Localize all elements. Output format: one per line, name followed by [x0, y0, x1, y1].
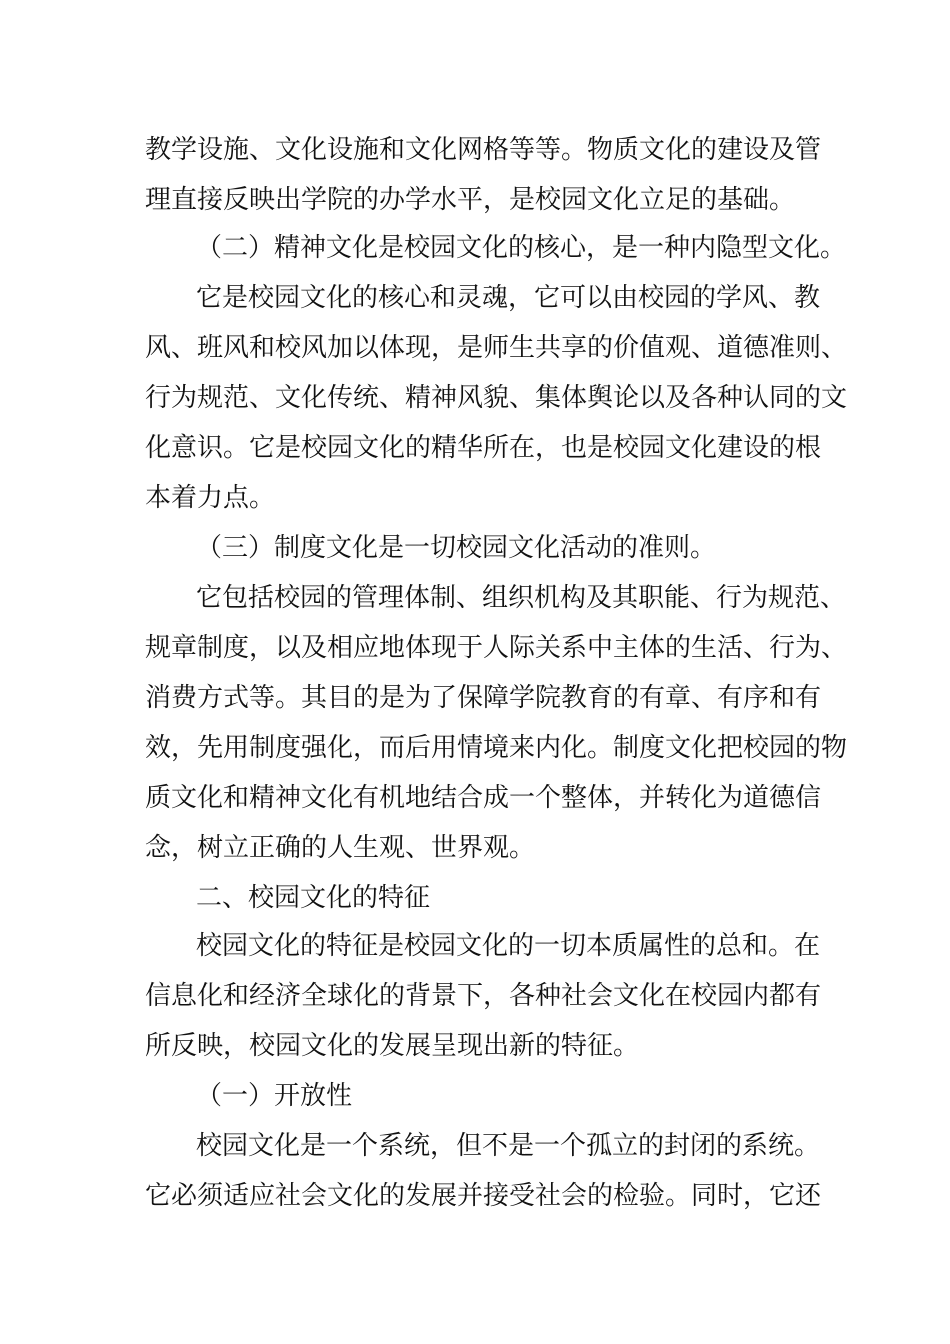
text-line: 信息化和经济全球化的背景下，各种社会文化在校园内都有: [145, 981, 822, 1011]
text-line: 化意识。它是校园文化的精华所在，也是校园文化建设的根: [145, 433, 822, 463]
text-line: 效，先用制度强化，而后用情境来内化。制度文化把校园的物: [145, 733, 848, 763]
text-line: 念，树立正确的人生观、世界观。: [145, 833, 536, 863]
section-heading: （二）精神文化是校园文化的核心，是一种内隐型文化。: [196, 233, 847, 263]
text-line: 它是校园文化的核心和灵魂，它可以由校园的学风、教: [196, 283, 821, 313]
section-heading: 二、校园文化的特征: [196, 883, 431, 913]
section-heading: （一）开放性: [196, 1081, 353, 1111]
text-line: 校园文化的特征是校园文化的一切本质属性的总和。在: [196, 931, 821, 961]
text-line: 质文化和精神文化有机地结合成一个整体，并转化为道德信: [145, 783, 822, 813]
section-heading: （三）制度文化是一切校园文化活动的准则。: [196, 533, 717, 563]
text-line: 它包括校园的管理体制、组织机构及其职能、行为规范、: [196, 583, 847, 613]
text-line: 本着力点。: [145, 483, 276, 513]
text-line: 所反映，校园文化的发展呈现出新的特征。: [145, 1031, 640, 1061]
text-line: 教学设施、文化设施和文化网格等等。物质文化的建设及管: [145, 135, 822, 165]
text-line: 消费方式等。其目的是为了保障学院教育的有章、有序和有: [145, 683, 822, 713]
text-line: 理直接反映出学院的办学水平，是校园文化立足的基础。: [145, 185, 796, 215]
text-line: 规章制度，以及相应地体现于人际关系中主体的生活、行为、: [145, 633, 848, 663]
text-line: 它必须适应社会文化的发展并接受社会的检验。同时，它还: [145, 1181, 822, 1211]
text-line: 风、班风和校风加以体现，是师生共享的价值观、道德准则、: [145, 333, 848, 363]
text-line: 行为规范、文化传统、精神风貌、集体舆论以及各种认同的文: [145, 383, 848, 413]
text-line: 校园文化是一个系统，但不是一个孤立的封闭的系统。: [196, 1131, 821, 1161]
